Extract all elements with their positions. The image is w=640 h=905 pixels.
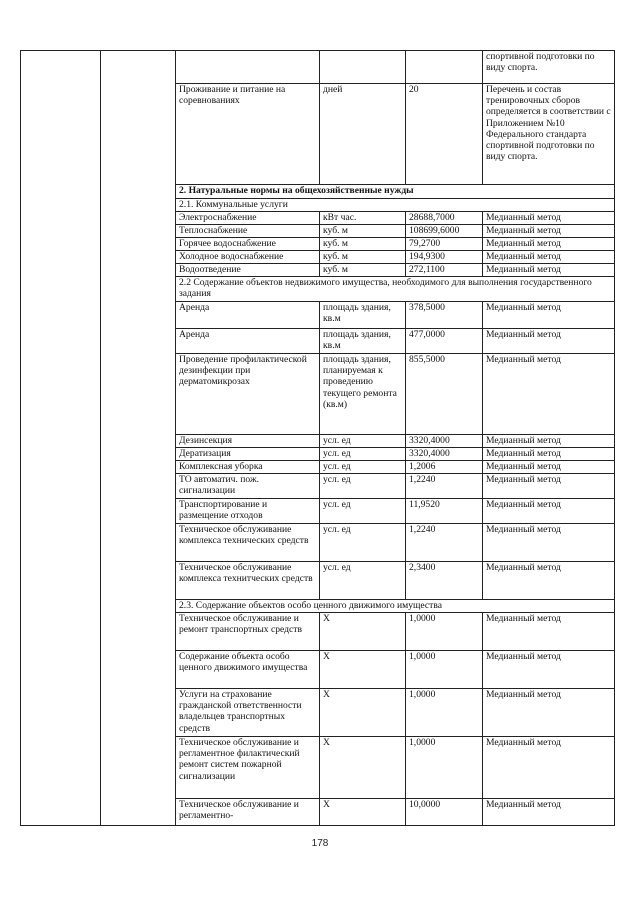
row-value-cell: 79,2700 [406, 238, 483, 251]
row-name-cell: Дератизация [176, 448, 320, 461]
row-value-cell: 2,3400 [406, 562, 483, 600]
row-note-cell: Медианный метод [483, 474, 615, 499]
row-value-cell: 3320,4000 [406, 448, 483, 461]
row-value-cell: 194,9300 [406, 251, 483, 264]
row-name-cell: Проведение профилактической дезинфекции при дерматомикрозах [176, 354, 320, 435]
row-note-cell: Медианный метод [483, 461, 615, 474]
row-unit-cell: усл. ед [320, 499, 406, 524]
row-unit-cell: усл. ед [320, 524, 406, 562]
row-unit-cell: кВт час. [320, 212, 406, 225]
row-value-cell: 1,2240 [406, 474, 483, 499]
row-value-cell: 10,0000 [406, 799, 483, 826]
row-note-cell: Медианный метод [483, 302, 615, 329]
row-name-cell: Холодное водоснабжение [176, 251, 320, 264]
row-name-cell: Дезинсекция [176, 435, 320, 448]
row-unit-cell: усл. ед [320, 435, 406, 448]
merged-empty-cell-2 [101, 51, 176, 826]
row-name-cell: Теплоснабжение [176, 225, 320, 238]
row-value-cell: 1,0000 [406, 689, 483, 737]
row-note-cell: Медианный метод [483, 212, 615, 225]
row-note-cell: Медианный метод [483, 251, 615, 264]
row-value-cell [406, 51, 483, 84]
row-value-cell: 855,5000 [406, 354, 483, 435]
row-unit-cell: усл. ед [320, 448, 406, 461]
row-name-cell: Комплексная уборка [176, 461, 320, 474]
row-name-cell: Проживание и питание на соревнованиях [176, 84, 320, 185]
row-value-cell: 108699,6000 [406, 225, 483, 238]
row-note-cell: Медианный метод [483, 435, 615, 448]
row-unit-cell: куб. м [320, 238, 406, 251]
row-unit-cell: дней [320, 84, 406, 185]
row-note-cell: Медианный метод [483, 737, 615, 799]
row-name-cell: Водоотведение [176, 264, 320, 277]
row-name-cell: Электроснабжение [176, 212, 320, 225]
row-unit-cell: Х [320, 651, 406, 689]
subsection-heading-cell: 2.3. Содержание объектов особо ценного движимого имущества [176, 600, 615, 613]
row-unit-cell: куб. м [320, 225, 406, 238]
row-value-cell: 3320,4000 [406, 435, 483, 448]
row-value-cell: 1,2240 [406, 524, 483, 562]
row-note-cell: Медианный метод [483, 329, 615, 354]
row-unit-cell: Х [320, 799, 406, 826]
row-unit-cell [320, 51, 406, 84]
row-note-cell: Медианный метод [483, 225, 615, 238]
row-unit-cell: площадь здания, кв.м [320, 329, 406, 354]
row-value-cell: 1,2006 [406, 461, 483, 474]
row-unit-cell: усл. ед [320, 474, 406, 499]
row-name-cell: Техническое обслуживание и ремонт транспортных средств [176, 613, 320, 651]
row-value-cell: 11,9520 [406, 499, 483, 524]
row-note-cell: Перечень и состав тренировочных сборов определяется в соответствии с Приложением №10 Федерального стандарта спортивной подготовки по виду спорта. [483, 84, 615, 185]
row-note-cell: Медианный метод [483, 354, 615, 435]
row-name-cell: Аренда [176, 329, 320, 354]
row-value-cell: 378,5000 [406, 302, 483, 329]
row-note-cell: Медианный метод [483, 689, 615, 737]
row-note-cell: Медианный метод [483, 524, 615, 562]
row-name-cell: Услуги на страхование гражданской ответственности владельцев транспортных средств [176, 689, 320, 737]
subsection-heading-cell: 2.1. Коммунальные услуги [176, 199, 615, 212]
row-name-cell: Аренда [176, 302, 320, 329]
row-name-cell [176, 51, 320, 84]
row-unit-cell: площадь здания, кв.м [320, 302, 406, 329]
row-note-cell: спортивной подготовки по виду спорта. [483, 51, 615, 84]
row-unit-cell: площадь здания, планируемая к проведению текущего ремонта (кв.м) [320, 354, 406, 435]
table-row [21, 51, 615, 84]
row-value-cell: 1,0000 [406, 613, 483, 651]
section-heading-cell: 2. Натуральные нормы на общехозяйственные нужды [176, 185, 615, 199]
row-unit-cell: усл. ед [320, 461, 406, 474]
norms-table [20, 50, 615, 826]
row-name-cell: Горячее водоснабжение [176, 238, 320, 251]
row-name-cell: Техническое обслуживание и регламентно- [176, 799, 320, 826]
row-note-cell: Медианный метод [483, 448, 615, 461]
row-value-cell: 272,1100 [406, 264, 483, 277]
row-note-cell: Медианный метод [483, 799, 615, 826]
row-value-cell: 28688,7000 [406, 212, 483, 225]
subsection-heading-cell: 2.2 Содержание объектов недвижимого имущества, необходимого для выполнения государственного задания [176, 277, 615, 302]
row-note-cell: Медианный метод [483, 613, 615, 651]
merged-empty-cell-1 [21, 51, 101, 826]
row-note-cell: Медианный метод [483, 562, 615, 600]
row-value-cell: 1,0000 [406, 737, 483, 799]
row-unit-cell: Х [320, 689, 406, 737]
row-unit-cell: Х [320, 737, 406, 799]
row-note-cell: Медианный метод [483, 264, 615, 277]
row-unit-cell: куб. м [320, 251, 406, 264]
row-name-cell: Техническое обслуживание и регламентное филактический ремонт систем пожарной сигнализации [176, 737, 320, 799]
row-value-cell: 1,0000 [406, 651, 483, 689]
norms-table-body [21, 51, 615, 826]
row-name-cell: ТО автоматич. пож. сигнализации [176, 474, 320, 499]
row-name-cell: Содержание объекта особо ценного движимого имущества [176, 651, 320, 689]
row-name-cell: Транспортирование и размещение отходов [176, 499, 320, 524]
page-number: 178 [311, 838, 329, 849]
row-unit-cell: куб. м [320, 264, 406, 277]
row-note-cell: Медианный метод [483, 238, 615, 251]
row-note-cell: Медианный метод [483, 651, 615, 689]
row-value-cell: 477,0000 [406, 329, 483, 354]
row-unit-cell: усл. ед [320, 562, 406, 600]
row-value-cell: 20 [406, 84, 483, 185]
row-name-cell: Техническое обслуживание комплекса технических средств [176, 524, 320, 562]
row-unit-cell: Х [320, 613, 406, 651]
row-note-cell: Медианный метод [483, 499, 615, 524]
row-name-cell: Техническое обслуживание комплекса технитческих средств [176, 562, 320, 600]
